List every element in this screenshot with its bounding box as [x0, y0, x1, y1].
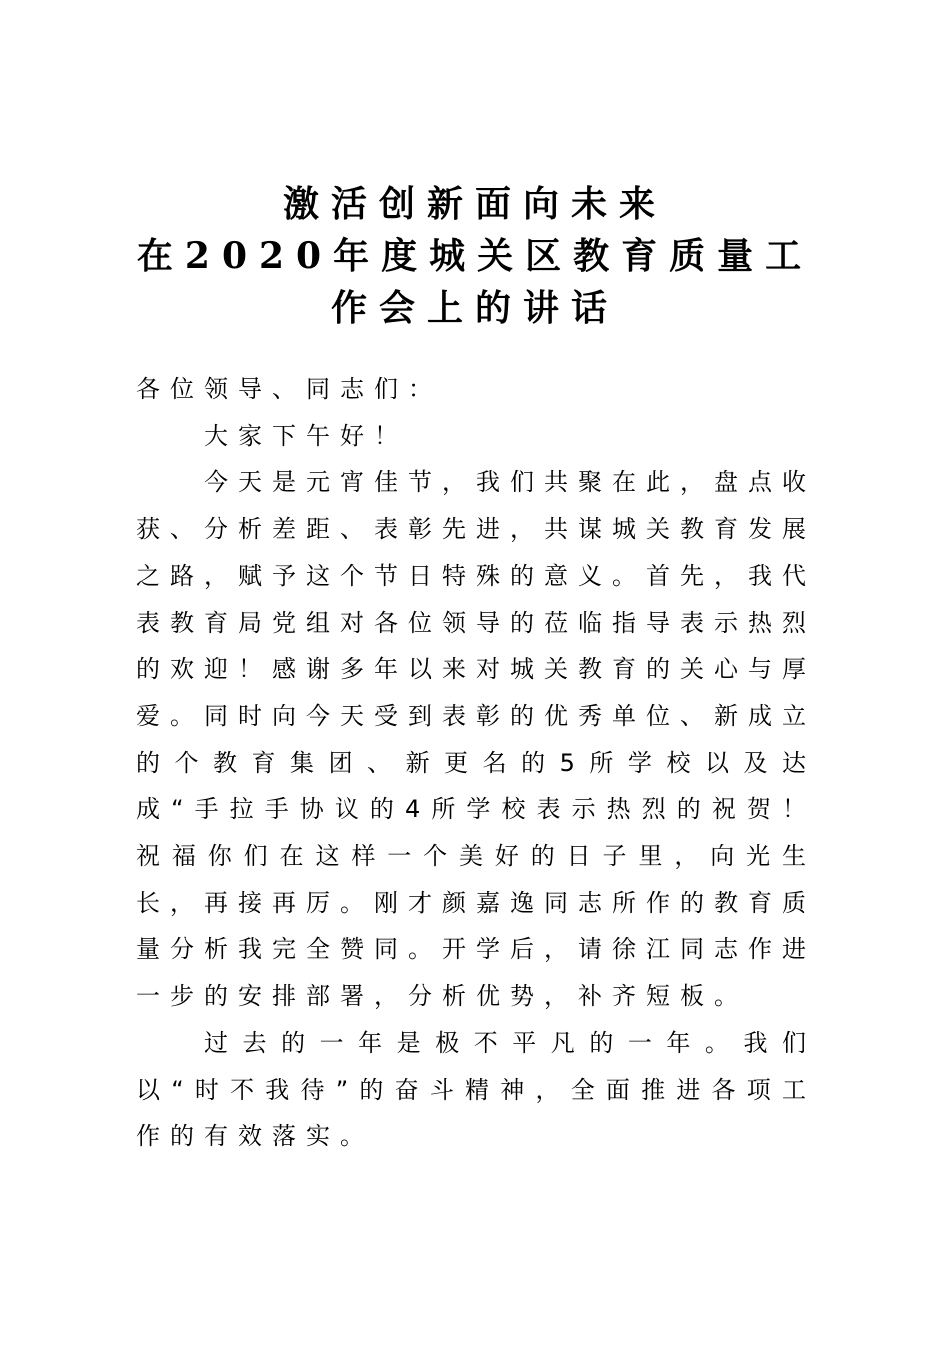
speech-title — [100, 178, 850, 334]
paragraph-review: 过去的一年是极不平凡的一年。我们以“时不我待”的奋斗精神，全面推进各项工作的有效落实。 — [136, 1028, 816, 1151]
title-line-3: 作会上的讲话 — [330, 287, 619, 329]
title-line-1: 激活创新面向未来 — [282, 183, 667, 225]
title-line-2: 在2020年度城关区教育质量工 — [136, 235, 814, 277]
speech-body — [136, 366, 816, 1160]
paragraph-introduction: 今天是元宵佳节，我们共聚在此，盘点收获、分析差距、表彰先进，共谋城关教育发展之路，赋予这个节日特殊的意义。首先，我代表教育局党组对各位领导的莅临指导表示热烈的欢迎！感谢多年以来对城关教育的关心与厚爱。同时向今天受到表彰的优秀单位、新成立的个教育集团、新更名的5所学校以及达成“手拉手协议的4所学校表示热烈的祝贺！祝福你们在这样一个美好的日子里，向光生长，再接再厉。刚才颜嘉逸同志所作的教育质量分析我完全赞同。开学后，请徐江同志作进一步的安排部署，分析优势，补齐短板。 — [136, 468, 816, 1011]
paragraph-opening: 大家下午好！ — [204, 421, 408, 450]
salutation: 各位领导、同志们： — [136, 375, 442, 403]
